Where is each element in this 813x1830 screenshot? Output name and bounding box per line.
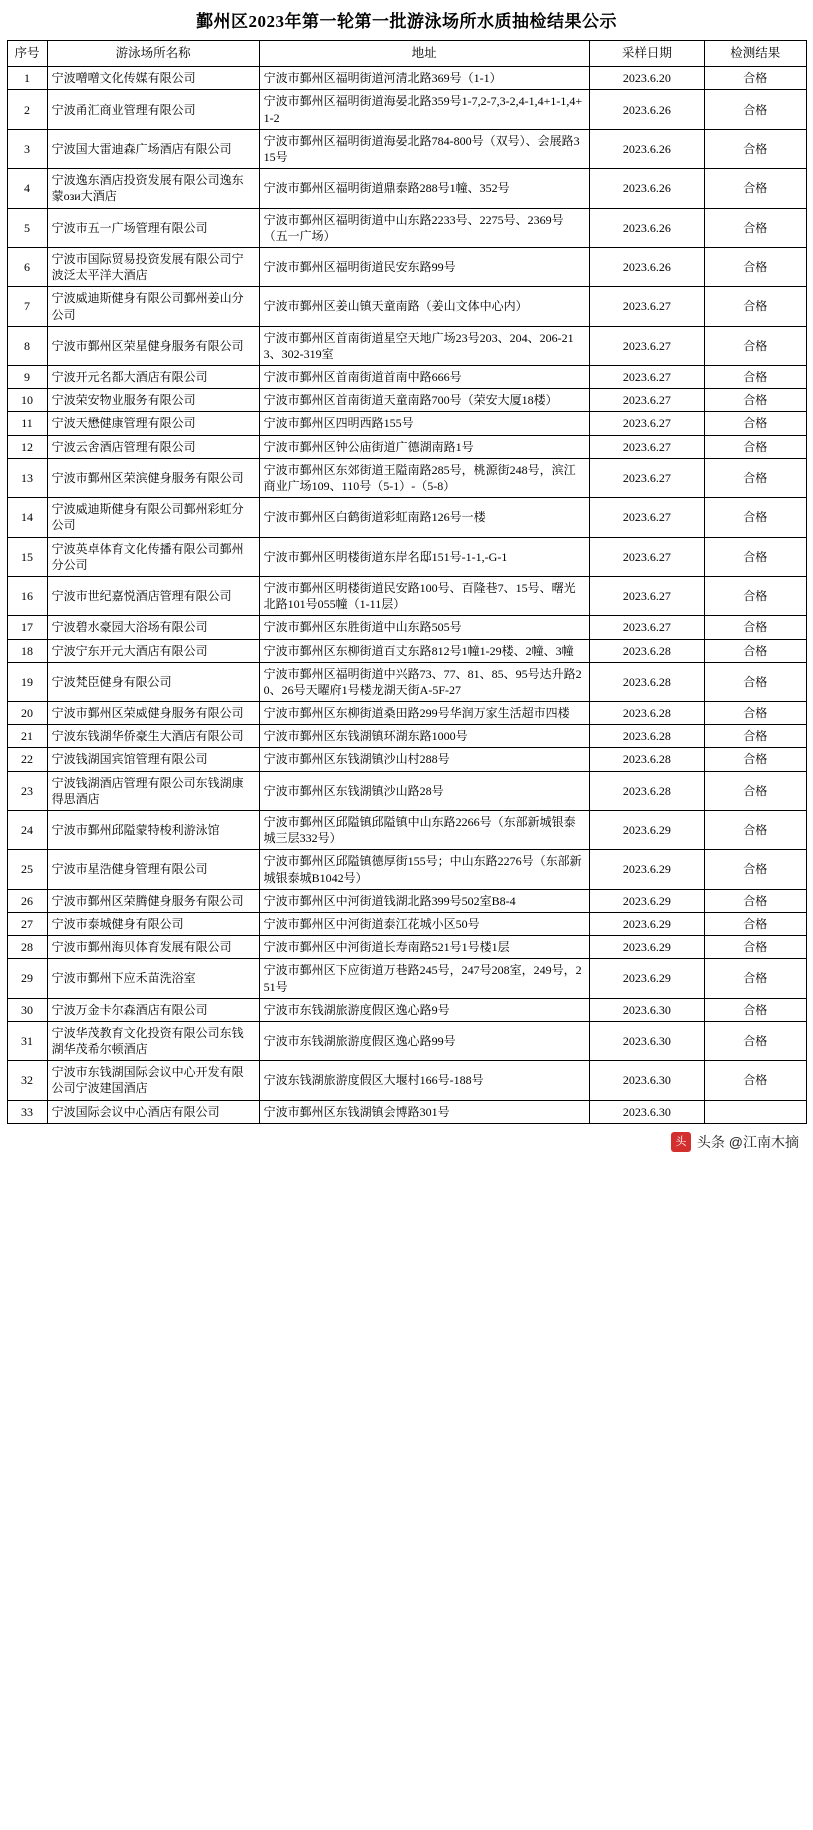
column-header-address: 地址 [259, 41, 589, 67]
cell-venue-name: 宁波钱湖国宾馆管理有限公司 [47, 748, 259, 771]
cell-venue-name: 宁波国大雷迪森广场酒店有限公司 [47, 129, 259, 168]
cell-index: 18 [7, 639, 47, 662]
cell-index: 30 [7, 998, 47, 1021]
cell-venue-name: 宁波甬汇商业管理有限公司 [47, 90, 259, 129]
cell-sampling-date: 2023.6.26 [589, 208, 704, 247]
table-row [7, 412, 806, 435]
cell-address: 宁波市鄞州区东钱湖镇会博路301号 [259, 1100, 589, 1123]
table-row [7, 287, 806, 326]
cell-address: 宁波市鄞州区东钱湖镇沙山路28号 [259, 771, 589, 810]
cell-sampling-date: 2023.6.27 [589, 435, 704, 458]
table-row [7, 1061, 806, 1100]
table-row [7, 498, 806, 537]
cell-sampling-date: 2023.6.29 [589, 936, 704, 959]
cell-sampling-date: 2023.6.27 [589, 326, 704, 365]
table-header [7, 41, 806, 67]
cell-sampling-date: 2023.6.27 [589, 498, 704, 537]
toutiao-logo-icon: 头条 [671, 1132, 691, 1152]
cell-address: 宁波市鄞州区东柳街道桑田路299号华润万家生活超市四楼 [259, 702, 589, 725]
table-row [7, 616, 806, 639]
cell-sampling-date: 2023.6.27 [589, 576, 704, 615]
table-row [7, 702, 806, 725]
cell-result: 合格 [705, 616, 806, 639]
cell-address: 宁波市鄞州区中河街道长寿南路521号1号楼1层 [259, 936, 589, 959]
cell-venue-name: 宁波开元名都大酒店有限公司 [47, 366, 259, 389]
table-row [7, 90, 806, 129]
cell-address: 宁波市鄞州区东钱湖镇沙山村288号 [259, 748, 589, 771]
cell-index: 16 [7, 576, 47, 615]
cell-address: 宁波市鄞州区福明街道海晏北路784-800号（双号）、会展路315号 [259, 129, 589, 168]
cell-venue-name: 宁波市鄞州区荣威健身服务有限公司 [47, 702, 259, 725]
cell-sampling-date: 2023.6.28 [589, 662, 704, 701]
table-row [7, 129, 806, 168]
cell-venue-name: 宁波英卓体育文化传播有限公司鄞州分公司 [47, 537, 259, 576]
table-row [7, 725, 806, 748]
cell-venue-name: 宁波逸东酒店投资发展有限公司逸东蒙ози大酒店 [47, 169, 259, 208]
cell-sampling-date: 2023.6.30 [589, 998, 704, 1021]
table-row [7, 748, 806, 771]
cell-result: 合格 [705, 998, 806, 1021]
table-row [7, 537, 806, 576]
cell-sampling-date: 2023.6.29 [589, 850, 704, 889]
cell-result: 合格 [705, 959, 806, 998]
cell-result: 合格 [705, 287, 806, 326]
cell-address: 宁波市鄞州区姜山镇天童南路（姜山文体中心内） [259, 287, 589, 326]
cell-address: 宁波市鄞州区东郊街道王隘南路285号，桃源街248号，滨江商业广场109、110号（5-1）-（5-8） [259, 458, 589, 497]
table-row [7, 389, 806, 412]
cell-index: 11 [7, 412, 47, 435]
cell-sampling-date: 2023.6.29 [589, 912, 704, 935]
cell-venue-name: 宁波噌噌文化传媒有限公司 [47, 67, 259, 90]
cell-result: 合格 [705, 912, 806, 935]
cell-venue-name: 宁波钱湖酒店管理有限公司东钱湖康得思酒店 [47, 771, 259, 810]
table-row [7, 435, 806, 458]
cell-index: 17 [7, 616, 47, 639]
cell-sampling-date: 2023.6.30 [589, 1100, 704, 1123]
cell-address: 宁波市鄞州区下应街道万巷路245号，247号208室，249号，251号 [259, 959, 589, 998]
table-row [7, 850, 806, 889]
cell-index: 24 [7, 811, 47, 850]
cell-venue-name: 宁波华茂教育文化投资有限公司东钱湖华茂希尔顿酒店 [47, 1021, 259, 1060]
column-header-sampling-date: 采样日期 [589, 41, 704, 67]
cell-address: 宁波市鄞州区东胜街道中山东路505号 [259, 616, 589, 639]
cell-result: 合格 [705, 771, 806, 810]
cell-result: 合格 [705, 412, 806, 435]
cell-index: 1 [7, 67, 47, 90]
cell-result: 合格 [705, 326, 806, 365]
cell-result: 合格 [705, 889, 806, 912]
cell-address: 宁波东钱湖旅游度假区大堰村166号-188号 [259, 1061, 589, 1100]
table-row [7, 912, 806, 935]
table-row [7, 67, 806, 90]
cell-venue-name: 宁波万金卡尔森酒店有限公司 [47, 998, 259, 1021]
cell-index: 26 [7, 889, 47, 912]
cell-result: 合格 [705, 435, 806, 458]
table-row [7, 458, 806, 497]
inspection-results-table [7, 40, 807, 1123]
column-header-venue-name: 游泳场所名称 [47, 41, 259, 67]
cell-index: 33 [7, 1100, 47, 1123]
cell-address: 宁波市鄞州区首南街道天童南路700号（荣安大厦18楼） [259, 389, 589, 412]
cell-address: 宁波市鄞州区福明街道中兴路73、77、81、85、95号达升路20、26号天曜府1号楼龙湖天街A-5F-27 [259, 662, 589, 701]
column-header-index: 序号 [7, 41, 47, 67]
cell-sampling-date: 2023.6.29 [589, 811, 704, 850]
cell-venue-name: 宁波碧水豪园大浴场有限公司 [47, 616, 259, 639]
cell-address: 宁波市鄞州区福明街道海晏北路359号1-7,2-7,3-2,4-1,4+1-1,4+1-2 [259, 90, 589, 129]
cell-sampling-date: 2023.6.28 [589, 771, 704, 810]
cell-sampling-date: 2023.6.26 [589, 90, 704, 129]
cell-index: 23 [7, 771, 47, 810]
table-row [7, 169, 806, 208]
cell-index: 4 [7, 169, 47, 208]
cell-result: 合格 [705, 748, 806, 771]
cell-index: 32 [7, 1061, 47, 1100]
table-row [7, 208, 806, 247]
cell-result: 合格 [705, 129, 806, 168]
table-row [7, 247, 806, 286]
cell-venue-name: 宁波市鄞州区荣滨健身服务有限公司 [47, 458, 259, 497]
cell-result: 合格 [705, 662, 806, 701]
cell-index: 31 [7, 1021, 47, 1060]
cell-sampling-date: 2023.6.26 [589, 129, 704, 168]
cell-venue-name: 宁波云舍酒店管理有限公司 [47, 435, 259, 458]
cell-index: 5 [7, 208, 47, 247]
cell-sampling-date: 2023.6.30 [589, 1061, 704, 1100]
cell-venue-name: 宁波市鄞州区荣腾健身服务有限公司 [47, 889, 259, 912]
cell-index: 3 [7, 129, 47, 168]
cell-result: 合格 [705, 169, 806, 208]
cell-result: 合格 [705, 537, 806, 576]
cell-sampling-date: 2023.6.28 [589, 725, 704, 748]
cell-venue-name: 宁波市鄞州下应禾苗洗浴室 [47, 959, 259, 998]
cell-result: 合格 [705, 366, 806, 389]
cell-venue-name: 宁波市东钱湖国际会议中心开发有限公司宁波建国酒店 [47, 1061, 259, 1100]
cell-address: 宁波市东钱湖旅游度假区逸心路9号 [259, 998, 589, 1021]
table-row [7, 936, 806, 959]
cell-venue-name: 宁波天懋健康管理有限公司 [47, 412, 259, 435]
cell-result: 合格 [705, 850, 806, 889]
table-header-row [7, 41, 806, 67]
cell-index: 15 [7, 537, 47, 576]
cell-address: 宁波市鄞州区四明西路155号 [259, 412, 589, 435]
table-body [7, 67, 806, 1124]
cell-address: 宁波市鄞州区中河街道泰江花城小区50号 [259, 912, 589, 935]
cell-index: 9 [7, 366, 47, 389]
cell-result: 合格 [705, 90, 806, 129]
table-row [7, 662, 806, 701]
cell-result: 合格 [705, 811, 806, 850]
cell-venue-name: 宁波市鄞州海贝体育发展有限公司 [47, 936, 259, 959]
cell-result: 合格 [705, 639, 806, 662]
table-row [7, 366, 806, 389]
cell-index: 22 [7, 748, 47, 771]
cell-result: 合格 [705, 702, 806, 725]
cell-venue-name: 宁波梵臣健身有限公司 [47, 662, 259, 701]
table-row [7, 576, 806, 615]
cell-index: 13 [7, 458, 47, 497]
cell-result: 合格 [705, 576, 806, 615]
cell-index: 12 [7, 435, 47, 458]
cell-result: 合格 [705, 67, 806, 90]
table-row [7, 771, 806, 810]
cell-index: 6 [7, 247, 47, 286]
cell-sampling-date: 2023.6.27 [589, 366, 704, 389]
cell-index: 25 [7, 850, 47, 889]
table-row [7, 1100, 806, 1123]
cell-sampling-date: 2023.6.29 [589, 889, 704, 912]
cell-venue-name: 宁波荣安物业服务有限公司 [47, 389, 259, 412]
cell-venue-name: 宁波市鄞州邱隘蒙特梭利游泳馆 [47, 811, 259, 850]
table-row [7, 1021, 806, 1060]
cell-result: 合格 [705, 1061, 806, 1100]
cell-sampling-date: 2023.6.26 [589, 247, 704, 286]
cell-address: 宁波市鄞州区白鹤街道彩虹南路126号一楼 [259, 498, 589, 537]
cell-address: 宁波市鄞州区福明街道河清北路369号（1-1） [259, 67, 589, 90]
cell-address: 宁波市鄞州区首南街道星空天地广场23号203、204、206-213、302-319室 [259, 326, 589, 365]
cell-result: 合格 [705, 936, 806, 959]
cell-index: 20 [7, 702, 47, 725]
table-row [7, 959, 806, 998]
cell-result: 合格 [705, 498, 806, 537]
cell-index: 27 [7, 912, 47, 935]
table-row [7, 326, 806, 365]
cell-sampling-date: 2023.6.27 [589, 458, 704, 497]
cell-address: 宁波市鄞州区中河街道钱湖北路399号502室B8-4 [259, 889, 589, 912]
cell-result: 合格 [705, 725, 806, 748]
cell-sampling-date: 2023.6.27 [589, 537, 704, 576]
cell-index: 8 [7, 326, 47, 365]
cell-address: 宁波市鄞州区首南街道首南中路666号 [259, 366, 589, 389]
cell-venue-name: 宁波威迪斯健身有限公司鄞州姜山分公司 [47, 287, 259, 326]
cell-address: 宁波市鄞州区邱隘镇邱隘镇中山东路2266号（东部新城银泰城三层332号） [259, 811, 589, 850]
cell-sampling-date: 2023.6.27 [589, 287, 704, 326]
cell-venue-name: 宁波市国际贸易投资发展有限公司宁波泛太平洋大酒店 [47, 247, 259, 286]
cell-result: 合格 [705, 1021, 806, 1060]
cell-result: 合格 [705, 458, 806, 497]
watermark [671, 1132, 799, 1168]
cell-venue-name: 宁波东钱湖华侨豪生大酒店有限公司 [47, 725, 259, 748]
cell-sampling-date: 2023.6.26 [589, 169, 704, 208]
page-title: 鄞州区2023年第一轮第一批游泳场所水质抽检结果公示 [196, 12, 617, 31]
cell-index: 28 [7, 936, 47, 959]
cell-index: 10 [7, 389, 47, 412]
table-row [7, 998, 806, 1021]
cell-venue-name: 宁波市鄞州区荣星健身服务有限公司 [47, 326, 259, 365]
column-header-result: 检测结果 [705, 41, 806, 67]
cell-sampling-date: 2023.6.28 [589, 748, 704, 771]
cell-index: 19 [7, 662, 47, 701]
cell-result: 合格 [705, 208, 806, 247]
cell-index: 14 [7, 498, 47, 537]
cell-address: 宁波市鄞州区明楼街道东岸名邸151号-1-1,-G-1 [259, 537, 589, 576]
cell-venue-name: 宁波市五一广场管理有限公司 [47, 208, 259, 247]
cell-venue-name: 宁波国际会议中心酒店有限公司 [47, 1100, 259, 1123]
cell-address: 宁波市鄞州区福明街道中山东路2233号、2275号、2369号（五一广场） [259, 208, 589, 247]
cell-result: 合格 [705, 247, 806, 286]
cell-address: 宁波市东钱湖旅游度假区逸心路99号 [259, 1021, 589, 1060]
cell-venue-name: 宁波威迪斯健身有限公司鄞州彩虹分公司 [47, 498, 259, 537]
cell-sampling-date: 2023.6.27 [589, 389, 704, 412]
cell-sampling-date: 2023.6.20 [589, 67, 704, 90]
cell-address: 宁波市鄞州区东柳街道百丈东路812号1幢1-29楼、2幢、3幢 [259, 639, 589, 662]
cell-venue-name: 宁波市星浩健身管理有限公司 [47, 850, 259, 889]
cell-address: 宁波市鄞州区明楼街道民安路100号、百隆巷7、15号、曙光北路101号055幢（1-11层） [259, 576, 589, 615]
table-row [7, 889, 806, 912]
cell-venue-name: 宁波市世纪嘉悦酒店管理有限公司 [47, 576, 259, 615]
table-row [7, 811, 806, 850]
cell-sampling-date: 2023.6.28 [589, 702, 704, 725]
cell-sampling-date: 2023.6.28 [589, 639, 704, 662]
cell-sampling-date: 2023.6.27 [589, 412, 704, 435]
cell-index: 2 [7, 90, 47, 129]
cell-index: 7 [7, 287, 47, 326]
cell-address: 宁波市鄞州区邱隘镇德厚街155号；中山东路2276号（东部新城银泰城B1042号） [259, 850, 589, 889]
cell-address: 宁波市鄞州区福明街道民安东路99号 [259, 247, 589, 286]
table-row [7, 639, 806, 662]
cell-index: 29 [7, 959, 47, 998]
cell-venue-name: 宁波市泰城健身有限公司 [47, 912, 259, 935]
cell-address: 宁波市鄞州区钟公庙街道广德湖南路1号 [259, 435, 589, 458]
cell-venue-name: 宁波宁东开元大酒店有限公司 [47, 639, 259, 662]
cell-result [705, 1100, 806, 1123]
watermark-text: 头条 @江南木摘 [696, 1133, 799, 1150]
cell-address: 宁波市鄞州区东钱湖镇环湖东路1000号 [259, 725, 589, 748]
cell-index: 21 [7, 725, 47, 748]
cell-address: 宁波市鄞州区福明街道鼎泰路288号1幢、352号 [259, 169, 589, 208]
cell-result: 合格 [705, 389, 806, 412]
cell-sampling-date: 2023.6.27 [589, 616, 704, 639]
cell-sampling-date: 2023.6.30 [589, 1021, 704, 1060]
cell-sampling-date: 2023.6.29 [589, 959, 704, 998]
